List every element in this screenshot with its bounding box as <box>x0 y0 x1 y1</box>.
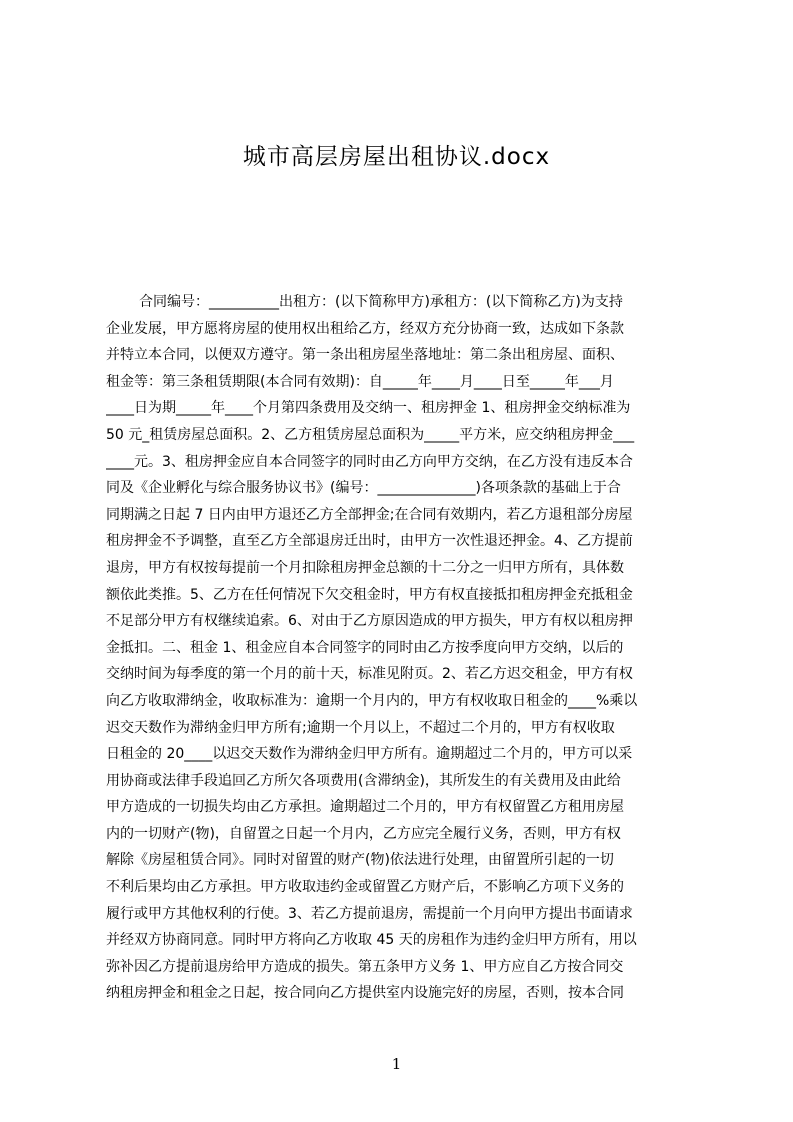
body-line: ____元。3、租房押金应自本合同签字的同时由乙方向甲方交纳，在乙方没有违反本合 <box>106 453 633 470</box>
body-line: 弥补因乙方提前退房给甲方造成的损失。第五条甲方义务 1、甲方应自乙方按合同交 <box>106 958 624 975</box>
page-number: 1 <box>391 1055 402 1073</box>
body-line: 并经双方协商同意。同时甲方将向乙方收取 45 天的房租作为违约金归甲方所有，用以 <box>106 932 637 949</box>
body-line: ____日为期_____年____个月第四条费用及交纳一、租房押金 1、租房押金交纳标准为 <box>106 400 631 417</box>
body-line: 甲方造成的一切损失均由乙方承担。逾期超过二个月的，甲方有权留置乙方租用房屋 <box>106 799 624 816</box>
body-line: 解除《房屋租赁合同》。同时对留置的财产(物)依法进行处理，由留置所引起的一切 <box>106 852 614 869</box>
body-line: 迟交天数作为滞纳金归甲方所有;逾期一个月以上，不超过二个月的，甲方有权收取 <box>106 719 615 736</box>
body-line: 租房押金不予调整，直至乙方全部退房迁出时，由甲方一次性退还押金。4、乙方提前 <box>106 533 633 550</box>
body-line: 向乙方收取滞纳金，收取标准为：逾期一个月内的，甲方有权收取日租金的____%乘以 <box>106 692 638 709</box>
body-line: 退房，甲方有权按每提前一个月扣除租房押金总额的十二分之一归甲方所有，具体数 <box>106 559 624 576</box>
body-line: 并特立本合同，以便双方遵守。第一条出租房屋坐落地址：第二条出租房屋、面积、 <box>106 347 624 364</box>
body-line: 额依此类推。5、乙方在任何情况下欠交租金时，甲方有权直接抵扣租房押金充抵租金 <box>106 586 633 603</box>
document-title: 城市高层房屋出租协议.docx <box>242 144 551 170</box>
body-line: 金抵扣。二、租金 1、租金应自本合同签字的同时由乙方按季度向甲方交纳，以后的 <box>106 639 624 656</box>
body-line: 纳租房押金和租金之日起，按合同向乙方提供室内设施完好的房屋，否则，按本合同 <box>106 985 624 1002</box>
body-line: 企业发展，甲方愿将房屋的使用权出租给乙方，经双方充分协商一致，达成如下条款 <box>106 320 624 337</box>
body-line: 交纳时间为每季度的第一个月的前十天，标准见附页。2、若乙方迟交租金，甲方有权 <box>106 666 633 683</box>
body-line: 不足部分甲方有权继续追索。6、对由于乙方原因造成的甲方损失，甲方有权以租房押 <box>106 613 633 630</box>
body-line: 用协商或法律手段追回乙方所欠各项费用(含滞纳金)，其所发生的有关费用及由此给 <box>106 772 621 789</box>
body-line: 50 元_租赁房屋总面积。2、乙方租赁房屋总面积为_____平方米，应交纳租房押金___ <box>106 426 635 443</box>
body-line: 不利后果均由乙方承担。甲方收取违约金或留置乙方财产后，不影响乙方项下义务的 <box>106 879 624 896</box>
body-line: 租金等：第三条租赁期限(本合同有效期)：自_____年____月____日至_____年___月 <box>106 373 614 390</box>
body-line: 合同编号：__________出租方：(以下简称甲方)承租方：(以下简称乙方)为支持 <box>139 294 623 310</box>
body-line: 履行或甲方其他权利的行使。3、若乙方提前退房，需提前一个月向甲方提出书面请求 <box>106 905 633 922</box>
body-line: 日租金的 20____以迟交天数作为滞纳金归甲方所有。逾期超过二个月的，甲方可以采 <box>106 746 633 763</box>
body-line: 同期满之日起 7 日内由甲方退还乙方全部押金;在合同有效期内，若乙方退租部分房屋 <box>106 506 633 523</box>
body-line: 内的一切财产(物)，自留置之日起一个月内，乙方应完全履行义务，否则，甲方有权 <box>106 825 621 842</box>
document-body <box>106 289 698 1007</box>
body-line: 同及《企业孵化与综合服务协议书》(编号：______________)各项条款的基础上于合 <box>106 480 621 497</box>
